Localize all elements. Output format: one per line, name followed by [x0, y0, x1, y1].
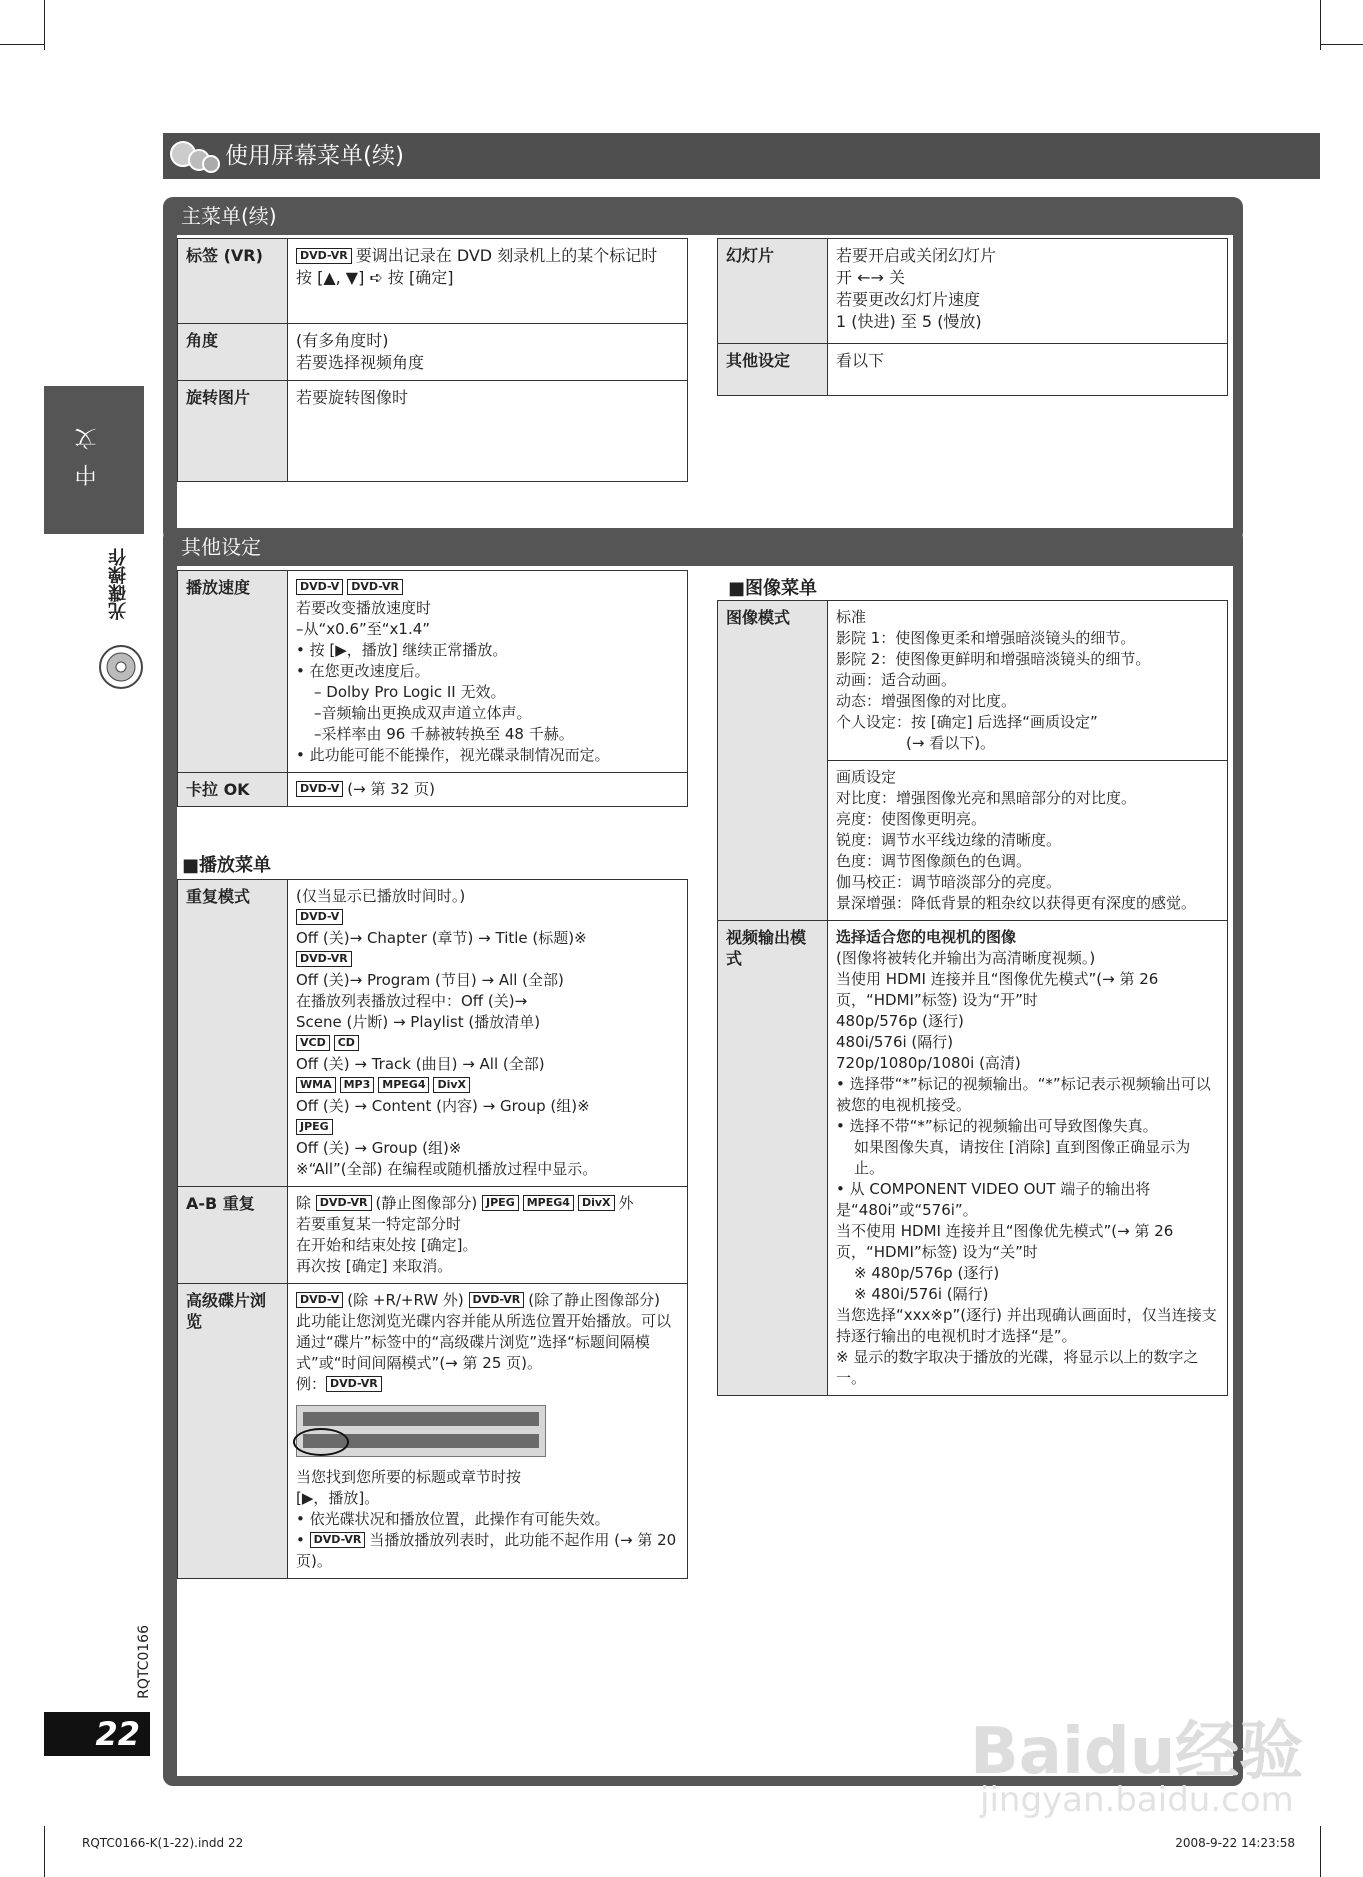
row-text: • 选择带“*”标记的视频输出。“*”标记表示视频输出可以被您的电视机接受。 — [836, 1075, 1211, 1114]
table-row — [178, 773, 688, 807]
row-value — [288, 571, 688, 773]
disc-tag: DivX — [578, 1195, 615, 1211]
row-text: • 依光碟状况和播放位置，此操作有可能失效。 — [296, 1510, 610, 1528]
section-label: 光碟操作 — [108, 548, 129, 620]
disc-tag: DVD-V — [296, 1292, 343, 1308]
table-row — [178, 1284, 688, 1579]
row-text: 480i/576i (隔行) — [836, 1033, 954, 1051]
main-menu-left-table — [177, 238, 688, 482]
row-text: [▶，播放]。 — [296, 1489, 380, 1507]
main-menu-heading: 主菜单(续) — [181, 204, 277, 228]
watermark-url: jingyan.baidu.com — [980, 1780, 1294, 1820]
row-value — [828, 601, 1228, 761]
disc-tag: DVD-V — [296, 909, 343, 925]
row-key: 角度 — [178, 324, 288, 381]
row-key: 高级碟片浏览 — [178, 1284, 288, 1579]
table-row — [178, 880, 688, 1187]
row-text: 景深增强：降低背景的粗杂纹以获得更有深度的感觉。 — [836, 894, 1197, 912]
row-key: 标签 (VR) — [178, 239, 288, 324]
row-text: 画质设定 — [836, 768, 897, 786]
row-text: Off (关) → Track (曲目) → All (全部) — [296, 1055, 545, 1073]
table-row — [178, 381, 688, 482]
row-text: 影院 1：使图像更柔和增强暗淡镜头的细节。 — [836, 629, 1136, 647]
row-text: 在播放列表播放过程中：Off (关)→ — [296, 992, 528, 1010]
row-text: 外 — [618, 1194, 634, 1212]
highlight-oval — [293, 1428, 349, 1456]
language-tab — [44, 386, 144, 534]
row-text: • 在您更改速度后。 — [296, 662, 430, 680]
row-text: 当您选择“xxx※p”(逐行) 并出现确认画面时，仅当连接支持逐行输出的电视机时才选择“是”。 — [836, 1306, 1217, 1345]
row-text: 标准 — [836, 608, 867, 626]
row-value — [288, 381, 688, 482]
row-key: A-B 重复 — [178, 1187, 288, 1284]
row-text: –音频输出更换成双声道立体声。 — [314, 704, 532, 722]
row-value — [828, 239, 1228, 344]
footer-file: RQTC0166-K(1-22).indd 22 — [82, 1836, 244, 1850]
disc-tag: JPEG — [296, 1119, 333, 1135]
disc-tag: DVD-VR — [326, 1376, 382, 1392]
disc-tag: JPEG — [482, 1195, 519, 1211]
row-text: 若要选择视频角度 — [296, 353, 425, 372]
row-value — [828, 344, 1228, 396]
row-text: 色度：调节图像颜色的色调。 — [836, 852, 1032, 870]
row-value — [288, 324, 688, 381]
table-row — [178, 324, 688, 381]
row-text: 当使用 HDMI 连接并且“图像优先模式”(→ 第 26 页，“HDMI”标签) 设为“开”时 — [836, 970, 1159, 1009]
row-text: 动画：适合动画。 — [836, 671, 957, 689]
row-text: 个人设定：按 [确定] 后选择“画质设定” — [836, 713, 1098, 731]
row-text: (仅当显示已播放时间时。) — [296, 887, 466, 905]
row-value: DVD-V (除 +R/+RW 外) DVD-VR (除了静止图像部分) 此功能让您浏览光碟内容并能从所选位置开始播放。可以通过“碟片”标签中的“高级碟片浏览”选择“标题间隔模式”或“时间间隔模式”(→ 第 25 页)。 例： DVD-VR 当您找到您所要的标题或章节时按 [▶，播放]。 • 依光碟状况和播放位置，此操作有可能失效。 • DVD-VR 当播放播放列表时，此功能不起作用 (→ 第 20 页)。 — [288, 1284, 688, 1579]
row-text: 此功能让您浏览光碟内容并能从所选位置开始播放。可以通过“碟片”标签中的“高级碟片浏览”选择“标题间隔模式”或“时间间隔模式”(→ 第 25 页)。 — [296, 1312, 672, 1372]
row-text: Scene (片断) → Playlist (播放清单) — [296, 1013, 541, 1031]
row-text: • 从 COMPONENT VIDEO OUT 端子的输出将是“480i”或“576i”。 — [836, 1180, 1151, 1219]
row-text: 要调出记录在 DVD 刻录机上的某个标记时 — [355, 246, 658, 265]
table-row — [178, 239, 688, 324]
row-text: (图像将被转化并输出为高清晰度视频。) — [836, 949, 1096, 967]
row-text: 若要更改幻灯片速度 — [836, 290, 981, 309]
row-text: 伽马校正：调节暗淡部分的亮度。 — [836, 873, 1062, 891]
speed-table — [177, 570, 688, 807]
row-text: 若要旋转图像时 — [296, 388, 409, 407]
table-row — [178, 571, 688, 773]
doc-code: RQTC0166 — [136, 1625, 152, 1699]
row-text: (→ 看以下)。 — [906, 734, 996, 752]
play-menu-heading: ■播放菜单 — [182, 855, 272, 876]
row-key: 幻灯片 — [718, 239, 828, 344]
row-text: 当您找到您所要的标题或章节时按 — [296, 1468, 522, 1486]
row-text: Off (关) → Group (组)※ — [296, 1139, 462, 1157]
other-settings-heading: 其他设定 — [181, 535, 261, 559]
browse-screen-illustration — [296, 1405, 546, 1457]
row-text: 锐度：调节水平线边缘的清晰度。 — [836, 831, 1062, 849]
row-text: 对比度：增强图像光亮和黑暗部分的对比度。 — [836, 789, 1137, 807]
row-text: (除 +R/+RW 外) — [347, 1291, 464, 1309]
table-row — [718, 601, 1228, 761]
row-text: 亮度：使图像更明亮。 — [836, 810, 987, 828]
table-row — [718, 344, 1228, 396]
row-value — [288, 1187, 688, 1284]
row-text: (→ 第 32 页) — [347, 780, 435, 798]
picture-menu-table — [717, 600, 1228, 1396]
footer-date: 2008-9-22 14:23:58 — [1175, 1836, 1295, 1850]
disc-tag: WMA — [296, 1077, 336, 1093]
row-text: Off (关)→ Program (节目) → All (全部) — [296, 971, 564, 989]
row-text: • 按 [▶，播放] 继续正常播放。 — [296, 641, 508, 659]
row-text: –采样率由 96 千赫被转换至 48 千赫。 — [314, 725, 574, 743]
main-menu-right-table — [717, 238, 1228, 396]
row-text: 1 (快进) 至 5 (慢放) — [836, 312, 982, 331]
language-label: 中文 — [75, 414, 100, 486]
disc-tag: DVD-VR — [296, 951, 352, 967]
row-text: 若要重复某一特定部分时 — [296, 1215, 462, 1233]
disc-tag: DVD-VR — [316, 1195, 372, 1211]
row-key: 重复模式 — [178, 880, 288, 1187]
row-text: 若要改变播放速度时 — [296, 599, 432, 617]
row-value — [828, 761, 1228, 921]
row-key: 播放速度 — [178, 571, 288, 773]
row-text: 选择适合您的电视机的图像 — [836, 928, 1017, 946]
disc-tag: DivX — [433, 1077, 470, 1093]
row-text: 当不使用 HDMI 连接并且“图像优先模式”(→ 第 26 页，“HDMI”标签) 设为“关”时 — [836, 1222, 1174, 1261]
row-text: Off (关)→ Chapter (章节) → Title (标题)※ — [296, 929, 587, 947]
row-key: 视频输出模式 — [718, 921, 828, 1396]
row-text: 若要开启或关闭幻灯片 — [836, 246, 997, 265]
page-header — [163, 133, 1320, 179]
play-menu-table — [177, 879, 688, 1579]
disc-tag: DVD-VR — [469, 1292, 525, 1308]
discs-icon — [169, 138, 221, 176]
row-text: • 选择不带“*”标记的视频输出可导致图像失真。 — [836, 1117, 1158, 1135]
disc-tag: DVD-VR — [310, 1532, 366, 1548]
row-text: ※ 显示的数字取决于播放的光碟，将显示以上的数字之一。 — [836, 1348, 1199, 1387]
row-text: ※ 480i/576i (隔行) — [854, 1285, 989, 1303]
row-text: 在开始和结束处按 [确定]。 — [296, 1236, 478, 1254]
row-key: 卡拉 OK — [178, 773, 288, 807]
watermark-logo: Baidu经验 — [970, 1715, 1304, 1789]
disc-tag: DVD-V — [296, 781, 343, 797]
disc-tag: CD — [334, 1035, 359, 1051]
disc-tag: MPEG4 — [523, 1195, 574, 1211]
table-row — [178, 1187, 688, 1284]
row-key: 旋转图片 — [178, 381, 288, 482]
row-text: 除 — [296, 1194, 312, 1212]
disc-tag: MP3 — [340, 1077, 375, 1093]
row-text: • 此功能可能不能操作，视光碟录制情况而定。 — [296, 746, 610, 764]
picture-menu-heading: ■图像菜单 — [728, 578, 818, 599]
row-text: (有多角度时) — [296, 331, 389, 350]
row-text: 如果图像失真，请按住 [消除] 直到图像正确显示为止。 — [854, 1138, 1191, 1177]
row-text: ※ 480p/576p (逐行) — [854, 1264, 1000, 1282]
row-text: 影院 2：使图像更鲜明和增强暗淡镜头的细节。 — [836, 650, 1151, 668]
disc-tag: MPEG4 — [378, 1077, 429, 1093]
row-text: 开 ←→ 关 — [836, 268, 905, 287]
table-row — [718, 921, 1228, 1396]
row-text: – Dolby Pro Logic II 无效。 — [314, 683, 506, 701]
row-text: 再次按 [确定] 来取消。 — [296, 1257, 453, 1275]
row-text: 例： — [296, 1375, 327, 1393]
row-text: 看以下 — [836, 351, 885, 370]
row-text: ※“All”(全部) 在编程或随机播放过程中显示。 — [296, 1160, 598, 1178]
row-value — [288, 773, 688, 807]
disc-tag: VCD — [296, 1035, 330, 1051]
row-value — [828, 921, 1228, 1396]
page-title: 使用屏幕菜单(续) — [225, 143, 404, 169]
table-row — [718, 239, 1228, 344]
row-text: 当播放播放列表时，此功能不起作用 (→ 第 20 页)。 — [296, 1531, 677, 1570]
disc-icon — [98, 644, 144, 690]
row-text: 720p/1080p/1080i (高清) — [836, 1054, 1021, 1072]
row-text: 动态：增强图像的对比度。 — [836, 692, 1017, 710]
row-key: 图像模式 — [718, 601, 828, 921]
disc-tag: DVD-VR — [296, 248, 352, 264]
row-text: Off (关) → Content (内容) → Group (组)※ — [296, 1097, 590, 1115]
row-text: (除了静止图像部分) — [528, 1291, 660, 1309]
row-key: 其他设定 — [718, 344, 828, 396]
row-sub: 按 [▲, ▼] ➪ 按 [确定] — [296, 268, 454, 287]
row-text: (静止图像部分) — [375, 1194, 478, 1212]
row-text: –从“x0.6”至“x1.4” — [296, 620, 431, 638]
row-value — [288, 880, 688, 1187]
disc-tag: DVD-V — [296, 579, 343, 595]
page-number: 22 — [44, 1712, 150, 1756]
row-text: 480p/576p (逐行) — [836, 1012, 964, 1030]
disc-tag: DVD-VR — [347, 579, 403, 595]
row-value — [288, 239, 688, 324]
